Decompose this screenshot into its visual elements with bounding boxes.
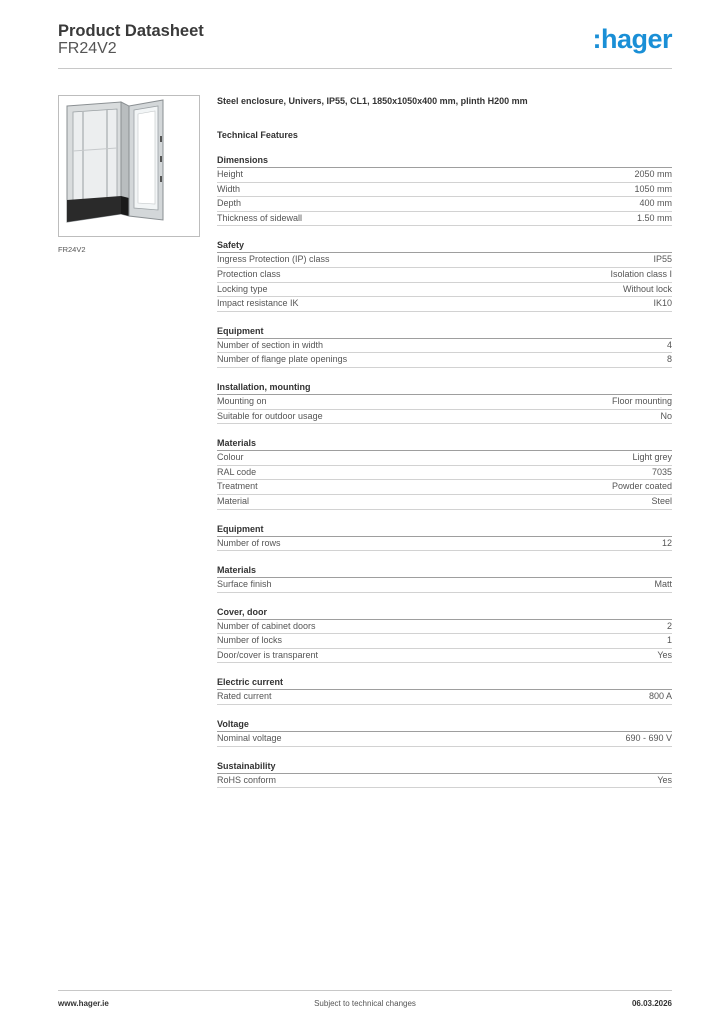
feature-label: Thickness of sidewall xyxy=(217,212,303,223)
page-title: Product Datasheet xyxy=(58,22,204,40)
feature-section xyxy=(217,675,672,705)
feature-section xyxy=(217,759,672,789)
product-code: FR24V2 xyxy=(58,40,117,57)
feature-label: RoHS conform xyxy=(217,774,277,785)
feature-value: Floor mounting xyxy=(611,395,672,406)
feature-row xyxy=(217,410,672,425)
feature-value: IP55 xyxy=(653,254,672,265)
feature-row xyxy=(217,168,672,183)
feature-value: Powder coated xyxy=(611,481,672,492)
footer-website[interactable]: www.hager.ie xyxy=(58,999,109,1008)
feature-section xyxy=(217,324,672,368)
feature-label: Ingress Protection (IP) class xyxy=(217,254,330,265)
feature-row xyxy=(217,466,672,481)
feature-label: Door/cover is transparent xyxy=(217,649,319,660)
feature-value: Steel xyxy=(651,495,672,506)
feature-value: 4 xyxy=(666,339,672,350)
feature-row xyxy=(217,212,672,227)
footer-notice: Subject to technical changes xyxy=(314,999,416,1008)
feature-value: Matt xyxy=(654,579,672,590)
feature-label: Material xyxy=(217,495,250,506)
image-caption: FR24V2 xyxy=(58,245,86,254)
feature-label: Number of rows xyxy=(217,537,281,548)
feature-row xyxy=(217,451,672,466)
feature-row xyxy=(217,253,672,268)
feature-section xyxy=(217,238,672,311)
datasheet-content xyxy=(217,95,672,788)
feature-value: Light grey xyxy=(632,452,672,463)
feature-value: 690 - 690 V xyxy=(625,733,672,744)
section-title: Cover, door xyxy=(217,605,672,620)
feature-row xyxy=(217,480,672,495)
section-title: Materials xyxy=(217,436,672,451)
feature-row xyxy=(217,395,672,410)
feature-label: Locking type xyxy=(217,283,268,294)
feature-sections xyxy=(217,153,672,788)
feature-value: 7035 xyxy=(651,466,672,477)
feature-row xyxy=(217,732,672,747)
page-footer xyxy=(58,990,672,1015)
section-title: Materials xyxy=(217,563,672,578)
feature-section xyxy=(217,717,672,747)
feature-label: Number of cabinet doors xyxy=(217,620,316,631)
enclosure-illustration xyxy=(59,96,199,236)
technical-features-title: Technical Features xyxy=(217,130,298,140)
feature-row xyxy=(217,774,672,789)
feature-row xyxy=(217,649,672,664)
section-title: Equipment xyxy=(217,522,672,537)
feature-value: Without lock xyxy=(622,283,672,294)
feature-row xyxy=(217,283,672,298)
feature-row xyxy=(217,690,672,705)
feature-section xyxy=(217,563,672,593)
feature-value: No xyxy=(660,410,672,421)
section-title: Electric current xyxy=(217,675,672,690)
feature-row xyxy=(217,353,672,368)
feature-row xyxy=(217,297,672,312)
feature-value: Isolation class I xyxy=(610,268,672,279)
feature-section xyxy=(217,380,672,424)
feature-value: 800 A xyxy=(648,691,672,702)
feature-section xyxy=(217,605,672,664)
page-header xyxy=(58,20,672,69)
feature-label: Number of locks xyxy=(217,635,283,646)
feature-row xyxy=(217,578,672,593)
feature-label: Height xyxy=(217,169,244,179)
feature-label: Width xyxy=(217,183,241,194)
feature-row xyxy=(217,197,672,212)
feature-value: 2 xyxy=(666,620,672,631)
feature-row xyxy=(217,268,672,283)
section-title: Voltage xyxy=(217,717,672,732)
feature-label: Treatment xyxy=(217,481,258,492)
footer-date: 06.03.2026 xyxy=(631,999,672,1008)
feature-label: RAL code xyxy=(217,466,257,477)
feature-value: 1 xyxy=(666,635,672,646)
feature-label: Surface finish xyxy=(217,579,272,590)
feature-row xyxy=(217,183,672,198)
feature-value: 2050 mm xyxy=(634,169,672,179)
feature-label: Depth xyxy=(217,198,242,209)
feature-row xyxy=(217,339,672,354)
section-title: Safety xyxy=(217,238,672,253)
feature-section xyxy=(217,436,672,509)
feature-label: Nominal voltage xyxy=(217,733,282,744)
feature-value: 400 mm xyxy=(639,198,672,209)
feature-value: Yes xyxy=(657,774,672,785)
feature-label: Number of flange plate openings xyxy=(217,354,348,365)
feature-value: Yes xyxy=(657,649,672,660)
feature-label: Suitable for outdoor usage xyxy=(217,410,323,421)
feature-section xyxy=(217,153,672,226)
feature-section xyxy=(217,522,672,552)
hager-logo: :hager xyxy=(592,24,672,54)
feature-row xyxy=(217,495,672,510)
section-title: Dimensions xyxy=(217,153,672,168)
feature-label: Rated current xyxy=(217,691,272,702)
feature-label: Number of section in width xyxy=(217,339,324,350)
feature-value: IK10 xyxy=(653,298,672,309)
feature-row xyxy=(217,537,672,552)
feature-value: 1050 mm xyxy=(634,183,672,194)
feature-value: 12 xyxy=(661,537,672,548)
feature-label: Mounting on xyxy=(217,395,267,406)
feature-value: 1.50 mm xyxy=(636,212,672,223)
section-title: Sustainability xyxy=(217,759,672,774)
section-title: Installation, mounting xyxy=(217,380,672,395)
feature-label: Impact resistance IK xyxy=(217,298,299,309)
product-description: Steel enclosure, Univers, IP55, CL1, 1850x1050x400 mm, plinth H200 mm xyxy=(217,96,528,106)
feature-row xyxy=(217,634,672,649)
feature-label: Colour xyxy=(217,452,244,463)
feature-label: Protection class xyxy=(217,268,281,279)
product-image xyxy=(58,95,200,237)
feature-value: 8 xyxy=(666,354,672,365)
section-title: Equipment xyxy=(217,324,672,339)
feature-row xyxy=(217,620,672,635)
